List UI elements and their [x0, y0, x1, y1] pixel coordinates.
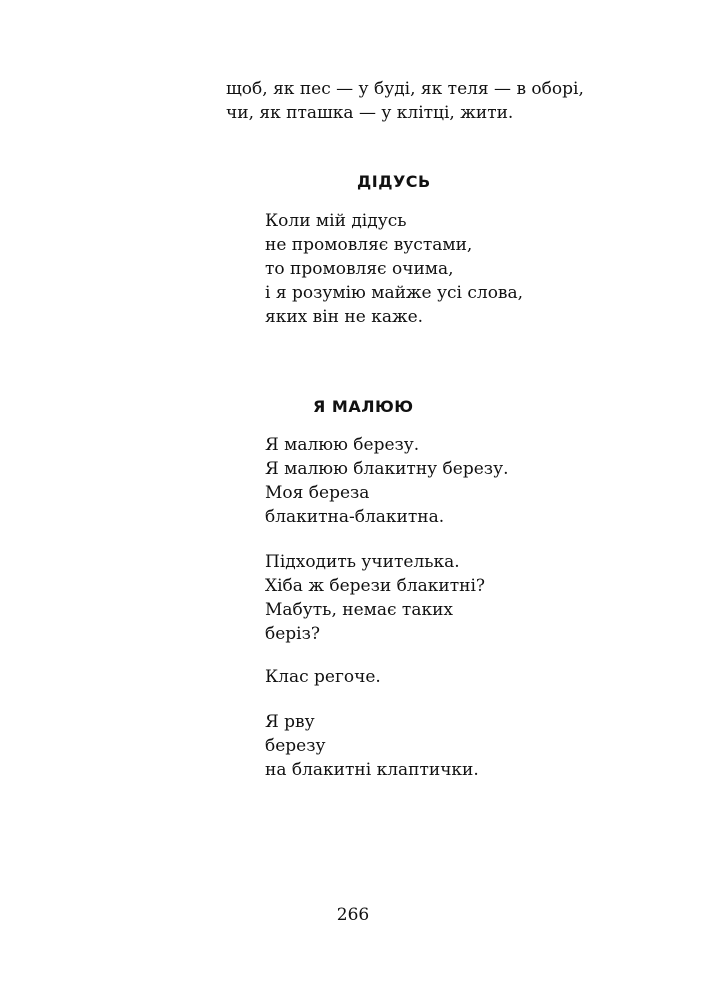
intro-stanza — [226, 77, 584, 125]
page-number: 266 — [336, 905, 370, 925]
poem-title-ya-malyuyu: Я МАЛЮЮ — [313, 397, 414, 416]
poem-line: то промовляє очима, — [265, 259, 454, 279]
poem-line: блакитна-блакитна. — [265, 507, 445, 527]
poem-line: Я рву — [265, 712, 315, 732]
poem-line: Клас регоче. — [265, 667, 381, 687]
poem-stanza — [265, 433, 508, 529]
poem-line: Мабуть, немає таких — [265, 600, 454, 620]
poem-line: Я малюю березу. — [265, 435, 420, 455]
poem-line: Коли мій дідусь — [265, 211, 407, 231]
poem-title-didus: ДІДУСЬ — [357, 172, 431, 191]
poem-line: Хіба ж берези блакитні? — [265, 576, 486, 596]
poem-line: беріз? — [265, 624, 321, 644]
poem-line: Моя береза — [265, 483, 370, 503]
poem-line: щоб, як пес — у буді, як теля — в оборі, — [226, 79, 584, 99]
poem-line: чи, як пташка — у клітці, жити. — [226, 103, 514, 123]
poem-line: яких він не каже. — [265, 307, 424, 327]
poem-stanza — [265, 665, 381, 689]
poem-line: і я розумію майже усі слова, — [265, 283, 524, 303]
poem-line: Я малюю блакитну березу. — [265, 459, 509, 479]
poem-line: на блакитні клаптички. — [265, 760, 479, 780]
poem-line: березу — [265, 736, 326, 756]
poem-stanza — [265, 550, 485, 646]
poem-line: Підходить учителька. — [265, 552, 460, 572]
poem-stanza — [265, 710, 479, 782]
poem-line: не промовляє вустами, — [265, 235, 473, 255]
poem-stanza — [265, 209, 523, 329]
